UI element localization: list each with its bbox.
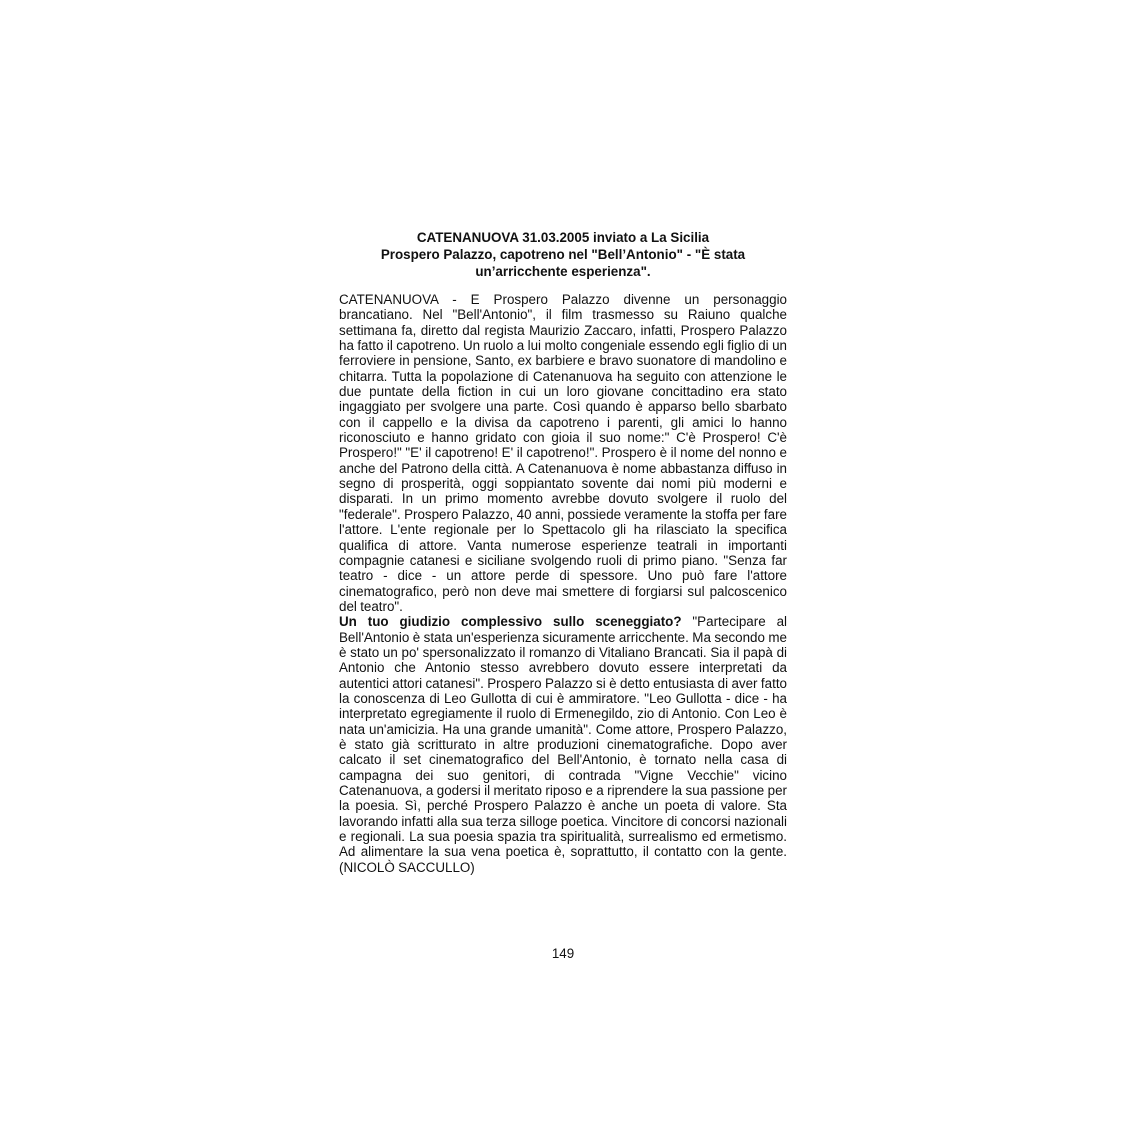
article-header [339, 229, 787, 280]
article-body [339, 292, 787, 875]
header-title-continuation: un’arricchente esperienza". [475, 264, 651, 279]
page-number: 149 [551, 946, 575, 961]
header-title-line: Prospero Palazzo, capotreno nel "Bell’Antonio" - "È stata [380, 247, 746, 262]
interview-answer: "Partecipare al Bell'Antonio è stata un'esperienza sicuramente arricchente. Ma secondo me è stato un po' spersonalizzato il romanzo di Vitaliano Brancati. Sia il papà di Antonio che Antonio stesso avrebbero dovuto essere interpretati da autentici attori catanesi". Prospero Palazzo si è detto entusiasta di aver fatto la conoscenza di Leo Gullotta di cui è ammiratore. "Leo Gullotta - dice - ha interpretato egregiamente il ruolo di Ermenegildo, zio di Antonio. Con Leo è nata un'amicizia. Ha una grande umanità". Come attore, Prospero Palazzo, è stato già scritturato in altre produzioni cinematografiche. Dopo aver calcato il set cinematografico del Bell'Antonio, è tornato nella casa di campagna dei suo genitori, di contrada "Vigne Vecchie" vicino Catenanuova, a godersi il meritato riposo e a riprendere la sua passione per la poesia. Sì, perché Prospero Palazzo è anche un poeta di valore. Sta lavorando infatti alla sua terza silloge poetica. Vincitore di concorsi nazionali e regionali. La sua poesia spazia tra spiritualità, surrealismo ed ermetismo. Ad alimentare la sua vena poetica è, soprattutto, il contatto con la gente. (NICOLÒ SACCULLO) [339, 614, 788, 875]
interview-question: Un tuo giudizio complessivo sullo sceneggiato? [339, 614, 682, 630]
header-dateline: CATENANUOVA 31.03.2005 inviato a La Sicilia [416, 230, 710, 245]
article-paragraph-2 [339, 614, 787, 875]
article-paragraph-1: CATENANUOVA - E Prospero Palazzo divenne un personaggio brancatiano. Nel "Bell'Antonio", il film trasmesso su Raiuno qualche settimana fa, diretto dal regista Maurizio Zaccaro, infatti, Prospero Palazzo ha fatto il capotreno. Un ruolo a lui molto congeniale essendo egli figlio di un ferroviere in pensione, Santo, ex barbiere e bravo suonatore di mandolino e chitarra. Tutta la popolazione di Catenanuova ha seguito con attenzione le due puntate della fiction in cui un loro giovane concittadino era stato ingaggiato per svolgere una parte. Così quando è apparso bello sbarbato con il cappello e la divisa da capotreno i parenti, gli amici lo hanno riconosciuto e hanno gridato con gioia il suo nome:" C'è Prospero! C'è Prospero!" "E' il capotreno! E' il capotreno!". Prospero è il nome del nonno e anche del Patrono della città. A Catenanuova è nome abbastanza diffuso in segno di prosperità, oggi soppiantato sovente dai nomi più moderni e disparati. In un primo momento avrebbe dovuto svolgere il ruolo del "federale". Prospero Palazzo, 40 anni, possiede veramente la stoffa per fare l'attore. L'ente regionale per lo Spettacolo gli ha rilasciato la specifica qualifica di attore. Vanta numerose esperienze teatrali in importanti compagnie catanesi e siciliane svolgendo ruoli di primo piano. "Senza far teatro - dice - un attore perde di spessore. Uno può fare l'attore cinematografico, però non deve mai smettere di forgiarsi sul palcoscenico del teatro". [339, 292, 787, 614]
